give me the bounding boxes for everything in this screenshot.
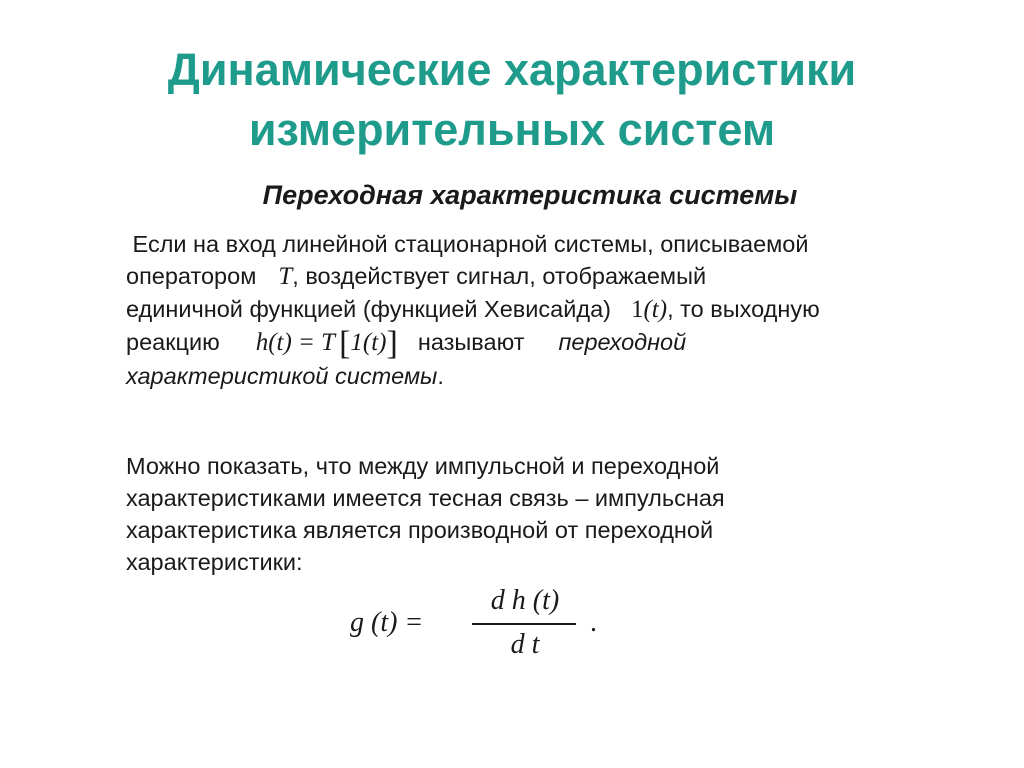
para2-line-3: характеристика является производной от переходной xyxy=(126,517,714,543)
formula-lhs: g (t) = xyxy=(350,607,424,638)
term-characteristic: характеристикой системы xyxy=(126,363,438,389)
paragraph-impulse-relation xyxy=(126,450,976,578)
para1-line-3-text-b: , то выходную xyxy=(667,296,820,322)
response-formula: h(t) = T xyxy=(255,329,336,356)
para1-line-1 xyxy=(126,228,976,260)
term-transition: переходной xyxy=(558,329,687,355)
para1-line-4-text-b: называют xyxy=(417,329,525,355)
slide-subtitle: Переходная характеристика системы xyxy=(262,180,798,210)
bracket-open: [ xyxy=(339,325,351,362)
heaviside-one: 1 xyxy=(630,296,644,323)
formula-numerator: d h (t) xyxy=(490,585,560,616)
para2-line-2: характеристиками имеется тесная связь – импульсная xyxy=(126,485,725,511)
para1-line-4 xyxy=(126,326,976,360)
slide-title xyxy=(0,40,1024,160)
title-line-2: измерительных систем xyxy=(248,104,776,155)
paragraph-step-response xyxy=(126,228,976,392)
fraction-bar xyxy=(472,623,576,625)
title-line-1: Динамические характеристики xyxy=(167,44,857,95)
response-inner: 1(t) xyxy=(350,329,387,356)
para1-line-5 xyxy=(126,360,976,392)
para1-line-4-text-a: реакцию xyxy=(126,329,220,355)
para2-line-1: Можно показать, что между импульсной и переходной xyxy=(126,453,720,479)
formula-end: . xyxy=(590,607,597,638)
para2-line-4: характеристики: xyxy=(126,549,303,575)
para1-line-3 xyxy=(126,293,976,326)
formula-denominator: d t xyxy=(510,629,540,660)
para1-line-2 xyxy=(126,260,976,293)
para1-line-2-text-b: , воздействует сигнал, отображаемый xyxy=(292,263,707,289)
para1-line-5-end: . xyxy=(437,363,444,389)
para1-line-1-text: Если на вход линейной стационарной системы, описываемой xyxy=(132,231,809,257)
para1-line-3-text-a: единичной функцией (функцией Хевисайда) xyxy=(126,296,611,322)
para1-line-2-text-a: оператором xyxy=(126,263,257,289)
bracket-close: ] xyxy=(386,325,398,362)
operator-symbol: T xyxy=(278,263,293,290)
heaviside-arg: (t) xyxy=(643,296,668,323)
